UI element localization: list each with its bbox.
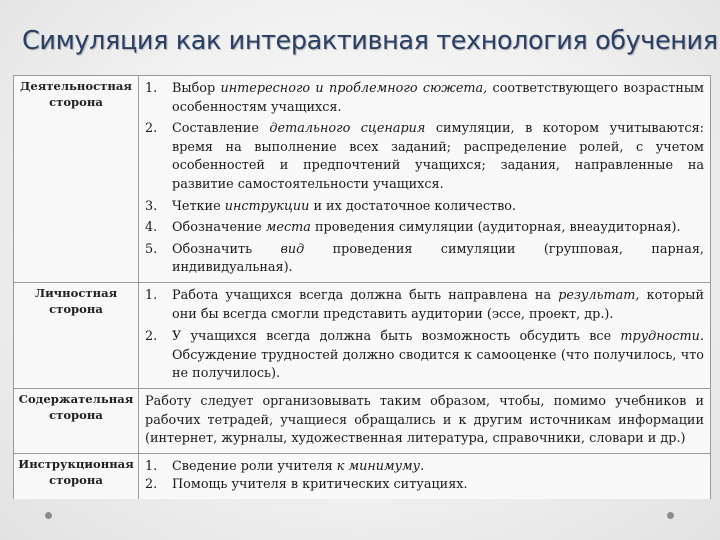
row-content <box>139 282 711 388</box>
list-item: 2. У учащихся всегда должна быть возможность обсудить все трудности. Обсуждение трудностей должно сводится к самооценке (что получилось, что не получилось). <box>145 329 704 382</box>
list-item: 5. Обозначить вид проведения симуляции (групповая, парная, индивидуальная). <box>145 241 704 276</box>
table-row-content <box>14 388 711 453</box>
table-row-instruction <box>14 453 711 499</box>
list-item: 3. Четкие инструкции и их достаточное количество. <box>145 198 517 214</box>
decorative-dot-right <box>667 512 674 519</box>
slide-title: Симуляция как интерактивная технология обучения <box>22 26 718 56</box>
numbered-list <box>145 80 704 278</box>
row-content <box>139 453 711 499</box>
content-table <box>13 75 711 499</box>
list-item: 2. Помощь учителя в критических ситуациях. <box>145 477 468 493</box>
list-item: 2. Составление детального сценария симуляции, в котором учитываются: время на выполнение всех заданий; распределение ролей, с учетом особенностей и предпочтений учащихся; задания, направленные на развитие самостоятельности учащихся. <box>145 121 704 192</box>
row-label: Личностная сторона <box>14 282 139 388</box>
row-label: Деятельностная сторона <box>14 76 139 283</box>
row-label: Инструкционная сторона <box>14 453 139 499</box>
row-content <box>139 76 711 283</box>
list-item: 4. Обозначение места проведения симуляции (аудиторная, внеаудиторная). <box>145 220 681 236</box>
list-item: 1. Сведение роли учителя к минимуму. <box>145 458 425 474</box>
row-label: Содержательная сторона <box>14 388 139 453</box>
row-paragraph: Работу следует организовывать таким образом, чтобы, помимо учебников и рабочих тетрадей, учащиеся обращались и к другим источникам информации (интернет, журналы, художественная литература, справочники, словари и др.) <box>145 393 704 447</box>
list-item: 1. Работа учащихся всегда должна быть направлена на результат, который они бы всегда смогли представить аудитории (эссе, проект, др.). <box>145 287 704 322</box>
table-row-activity <box>14 76 711 283</box>
numbered-list <box>145 287 704 384</box>
row-content <box>139 388 711 453</box>
list-item: 1. Выбор интересного и проблемного сюжета, соответствующего возрастным особенностям учащихся. <box>145 81 704 115</box>
decorative-dot-left <box>45 512 52 519</box>
numbered-list <box>145 458 704 495</box>
table-row-personal <box>14 282 711 388</box>
